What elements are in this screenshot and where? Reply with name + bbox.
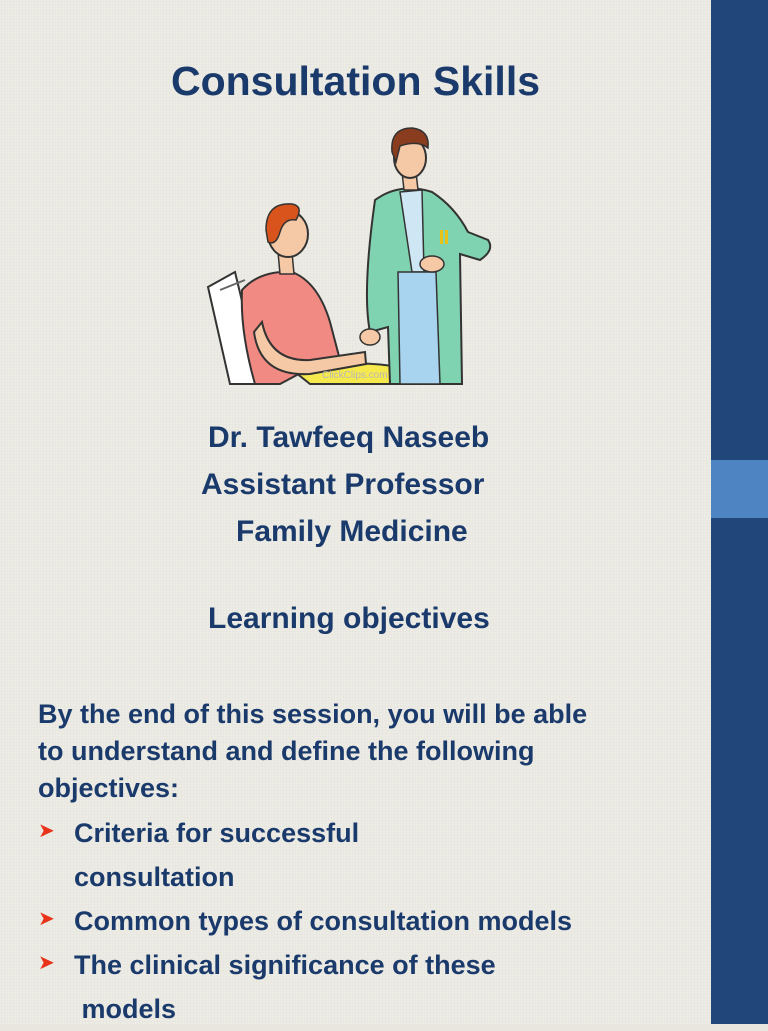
side-bar-accent [711,460,768,518]
intro-line: objectives: [38,773,180,803]
intro-line: to understand and define the following [38,736,535,766]
arrow-bullet-icon: ➤ [38,820,55,842]
list-item [38,899,698,943]
author-position: Assistant Professor [201,468,485,501]
list-item-text: models [74,994,177,1024]
slide-title: Consultation Skills [170,58,541,104]
doctor-patient-illustration [200,122,520,388]
list-item [38,811,698,899]
list-item-text: Criteria for successful [74,818,360,848]
list-item [38,943,698,1031]
objectives-list [38,811,698,1031]
clipart-credit-watermark: ClickClips.com [322,370,388,381]
list-item-text: consultation [74,862,235,892]
objectives-heading: Learning objectives [208,602,490,635]
intro-text [38,696,698,807]
arrow-bullet-icon: ➤ [38,952,55,974]
arrow-bullet-icon: ➤ [38,908,55,930]
list-item-text: The clinical significance of these [74,950,496,980]
author-name: Dr. Tawfeeq Naseeb [208,421,490,454]
author-department: Family Medicine [236,515,468,548]
intro-line: By the end of this session, you will be able [38,699,588,729]
list-item-text: Common types of consultation models [74,906,573,936]
